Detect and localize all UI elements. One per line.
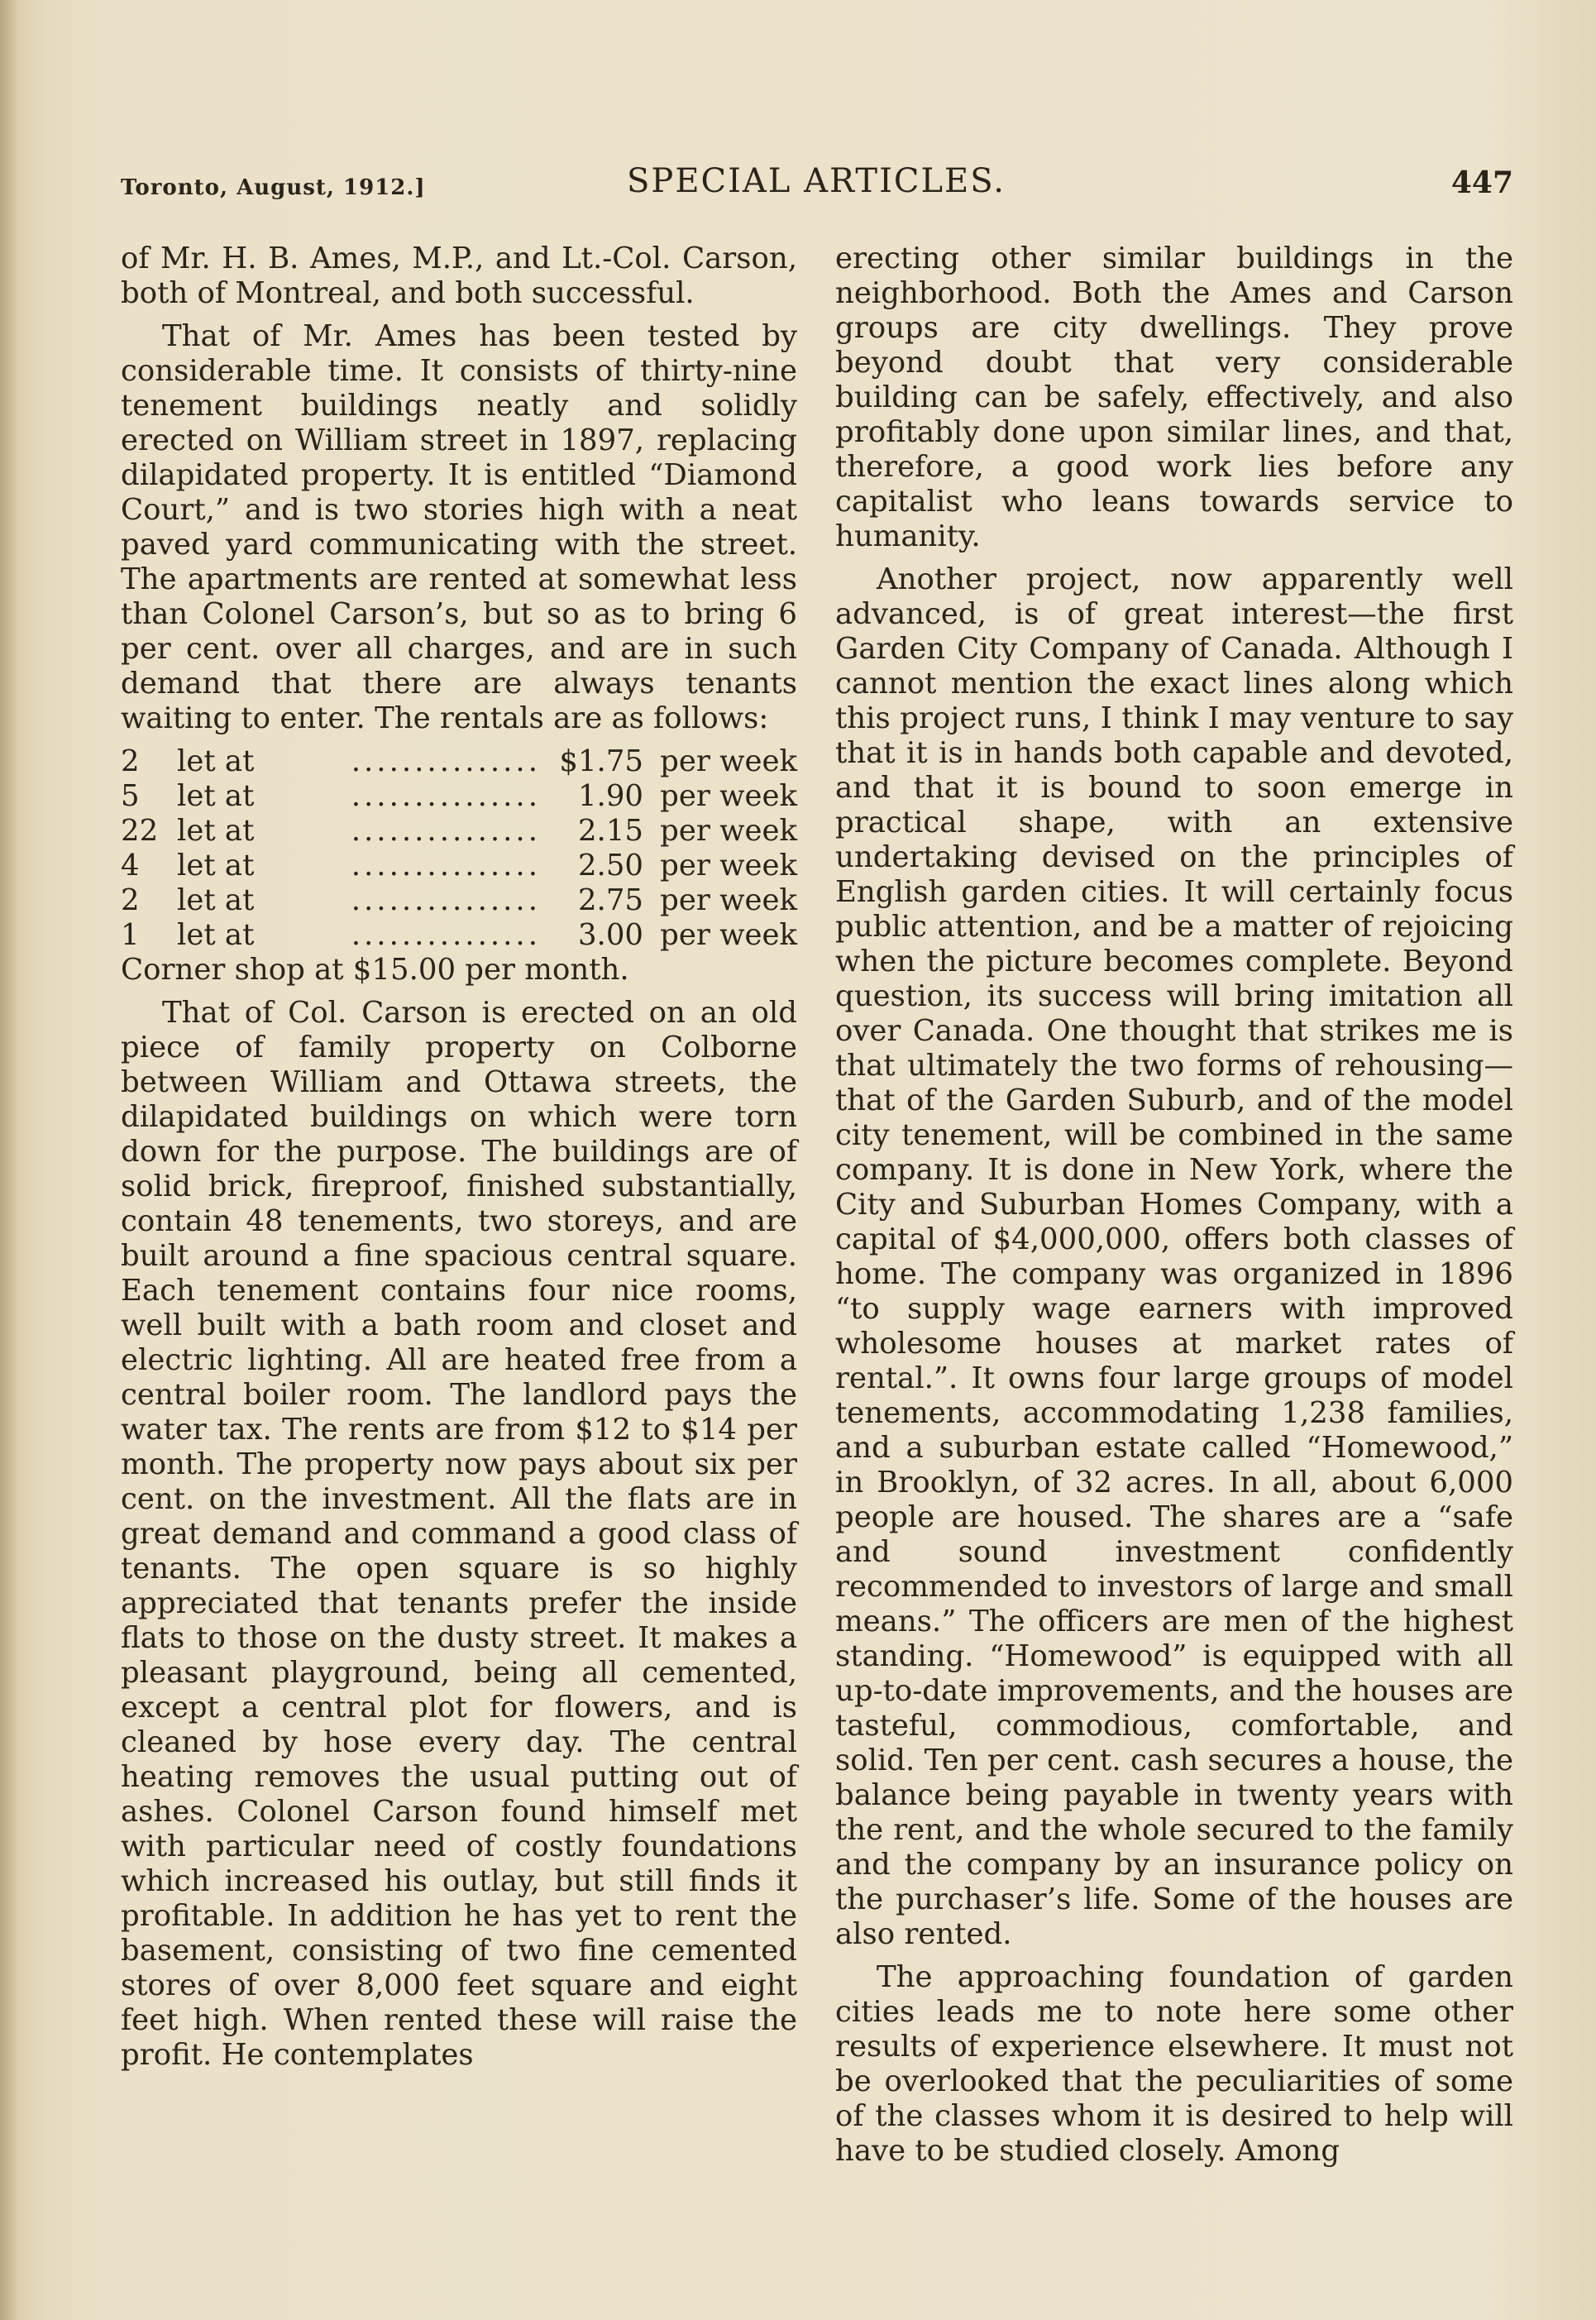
rental-count: 2 bbox=[121, 744, 140, 778]
paragraph: That of Mr. Ames has been tested by considerable time. It consists of thirty-nine tenement buildings neatly and solidly erected on William street in 1897, replacing dilapidated property. It is entitled “Diamond Court,” and is two stories high with a neat paved yard communicating with the street. The apartments are rented at somewhat less than Colonel Carson’s, but so as to bring 6 per cent. over all charges, and are in such demand that there are always tenants waiting to enter. The rentals are as follows: bbox=[121, 319, 797, 735]
rental-row bbox=[121, 883, 797, 918]
rental-price: 1.90 bbox=[577, 779, 643, 813]
paragraph: That of Col. Carson is erected on an old piece of family property on Colborne between William and Ottawa streets, the dilapidated buildings on which were torn down for the purpose. The buildings are of solid brick, fireproof, finished substantially, contain 48 tenements, two storeys, and are built around a fine spacious central square. Each tenement contains four nice rooms, well built with a bath room and closet and electric lighting. All are heated free from a central boiler room. The landlord pays the water tax. The rents are from $12 to $14 per month. The property now pays about six per cent. on the investment. All the flats are in great demand and command a good class of tenants. The open square is so highly appreciated that tenants prefer the inside flats to those on the dusty street. It makes a pleasant playground, being all cemented, except a central plot for flowers, and is cleaned by hose every day. The central heating removes the usual putting out of ashes. Colonel Carson found himself met with particular need of costly foundations which increased his outlay, but still finds it profitable. In addition he has yet to rent the basement, consisting of two fine cemented stores of over 8,000 feet square and eight feet high. When rented these will raise the profit. He contemplates bbox=[121, 996, 797, 2072]
rental-count: 1 bbox=[121, 918, 140, 952]
rental-price: 2.50 bbox=[577, 849, 643, 883]
rental-let: let at bbox=[177, 849, 255, 883]
rental-count: 4 bbox=[121, 849, 140, 883]
running-header bbox=[121, 162, 1513, 212]
header-section-title: SPECIAL ARTICLES. bbox=[627, 162, 1006, 200]
rental-count: 22 bbox=[121, 814, 159, 848]
rental-price: 3.00 bbox=[577, 918, 643, 952]
paragraph: The approaching foundation of garden cities leads me to note here some other results of experience elsewhere. It must not be overlooked that the peculiarities of some of the classes whom it is desired to help will have to be studied closely. Among bbox=[835, 1960, 1513, 2168]
rental-let: let at bbox=[177, 918, 255, 952]
rental-dots: ............... bbox=[351, 918, 541, 952]
rental-let: let at bbox=[177, 814, 255, 848]
rental-row bbox=[121, 779, 797, 814]
rental-unit: per week bbox=[660, 744, 797, 778]
rental-row bbox=[121, 918, 797, 953]
rental-let: let at bbox=[177, 744, 255, 778]
rental-let: let at bbox=[177, 779, 255, 813]
right-column bbox=[835, 242, 1513, 2169]
paragraph: of Mr. H. B. Ames, M.P., and Lt.-Col. Carson, both of Montreal, and both successful. bbox=[121, 242, 797, 310]
rental-row bbox=[121, 849, 797, 883]
rental-unit: per week bbox=[660, 849, 797, 883]
corner-shop-row: Corner shop at $15.00 per month. bbox=[121, 953, 629, 987]
rental-price: $1.75 bbox=[559, 744, 643, 778]
rental-unit: per week bbox=[660, 918, 797, 952]
rental-dots: ............... bbox=[351, 744, 541, 778]
spine-shadow bbox=[0, 0, 18, 2320]
paragraph: erecting other similar buildings in the neighborhood. Both the Ames and Carson groups are city dwellings. They prove beyond doubt that very considerable building can be safely, effectively, and also profitably done upon similar lines, and that, therefore, a good work lies before any capitalist who leans towards service to humanity. bbox=[835, 242, 1513, 553]
rental-dots: ............... bbox=[351, 883, 541, 917]
rental-unit: per week bbox=[660, 814, 797, 848]
rental-row bbox=[121, 814, 797, 849]
rental-price: 2.15 bbox=[577, 814, 643, 848]
rental-dots: ............... bbox=[351, 849, 541, 883]
rental-count: 2 bbox=[121, 883, 140, 917]
rental-price: 2.75 bbox=[577, 883, 643, 917]
rental-row bbox=[121, 744, 797, 779]
rental-dots: ............... bbox=[351, 779, 541, 813]
rental-unit: per week bbox=[660, 779, 797, 813]
header-date: Toronto, August, 1912.] bbox=[121, 175, 426, 200]
left-column bbox=[121, 242, 797, 2073]
rental-unit: per week bbox=[660, 883, 797, 917]
paragraph: Another project, now apparently well advanced, is of great interest—the first Garden City Company of Canada. Although I cannot mention the exact lines along which this project runs, I think I may venture to say that it is in hands both capable and devoted, and that it is bound to soon emerge in practical shape, with an extensive undertaking devised on the principles of English garden cities. It will certainly focus public attention, and be a matter of rejoicing when the picture becomes complete. Beyond question, its success will bring imitation all over Canada. One thought that strikes me is that ultimately the two forms of rehousing—that of the Garden Suburb, and of the model city tenement, will be combined in the same company. It is done in New York, where the City and Suburban Homes Company, with a capital of $4,000,000, offers both classes of home. The company was organized in 1896 “to supply wage earners with improved wholesome houses at market rates of rental.”. It owns four large groups of model tenements, accommodating 1,238 families, and a suburban estate called “Homewood,” in Brooklyn, of 32 acres. In all, about 6,000 people are housed. The shares are a “safe and sound investment confidently recommended to investors of large and small means.” The officers are men of the highest standing. “Homewood” is equipped with all up-to-date improvements, and the houses are tasteful, commodious, comfortable, and solid. Ten per cent. cash secures a house, the balance being payable in twenty years with the rent, and the whole secured to the family and the company by an insurance policy on the purchaser’s life. Some of the houses are also rented. bbox=[835, 562, 1513, 1951]
rental-count: 5 bbox=[121, 779, 140, 813]
rental-let: let at bbox=[177, 883, 255, 917]
page-number: 447 bbox=[1450, 165, 1513, 200]
rental-dots: ............... bbox=[351, 814, 541, 848]
rentals-table bbox=[121, 744, 797, 988]
